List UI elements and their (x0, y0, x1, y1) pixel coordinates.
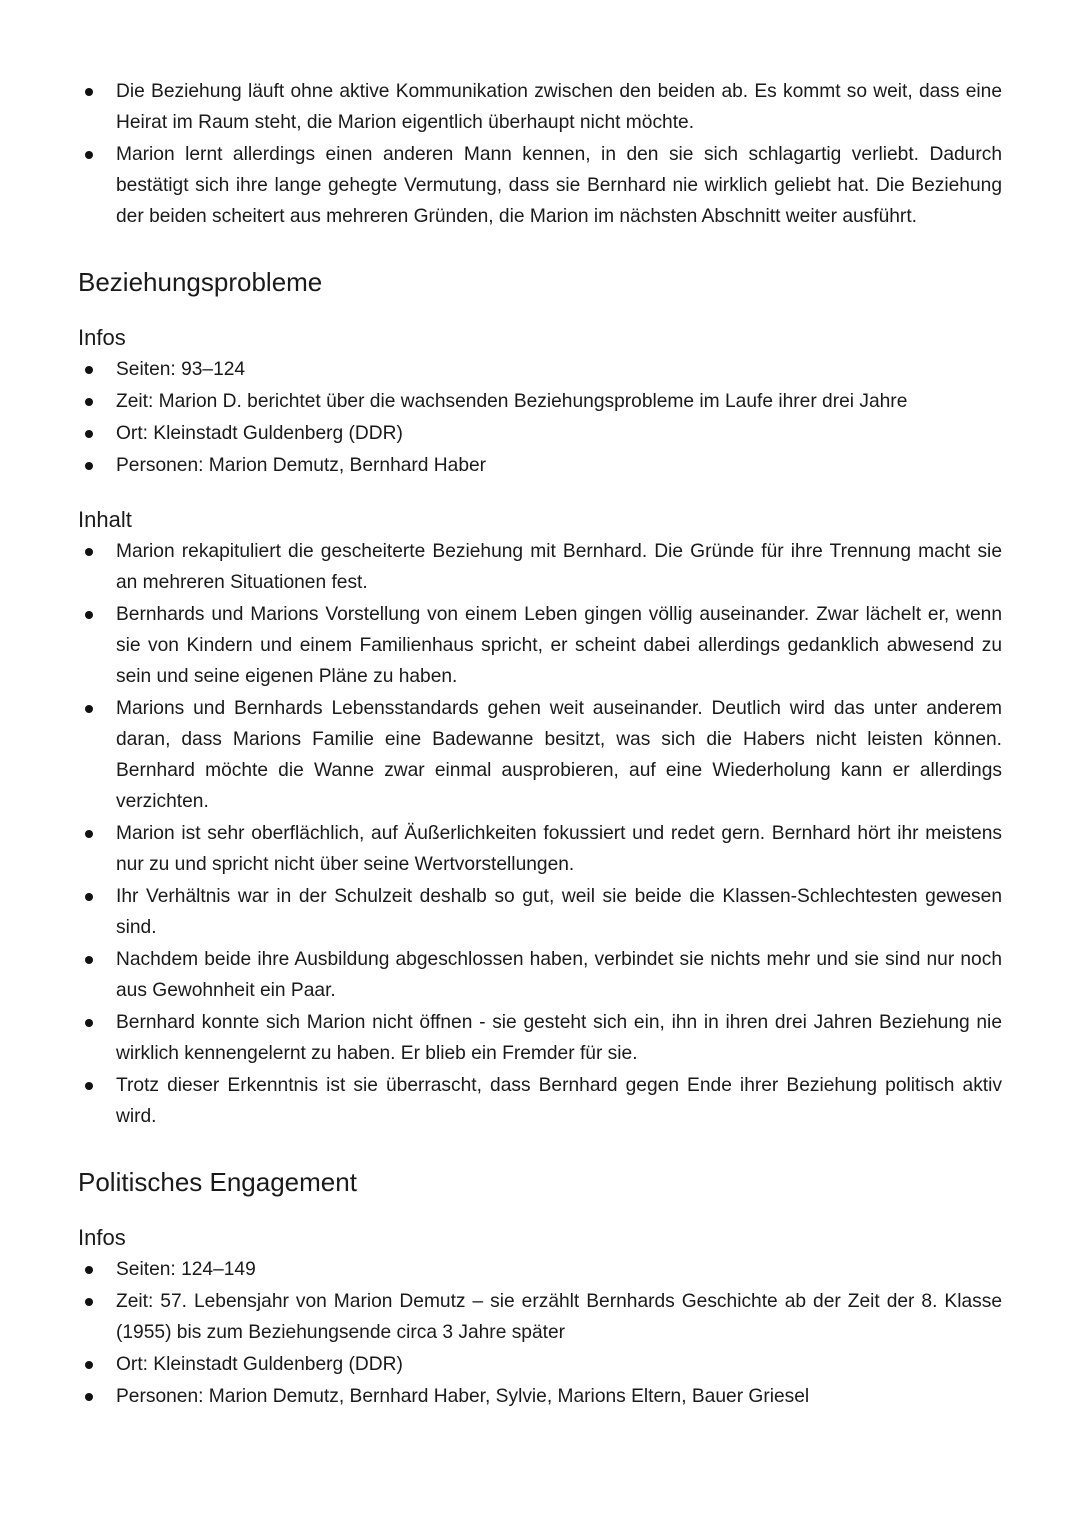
list-item: Personen: Marion Demutz, Bernhard Haber, Sylvie, Marions Eltern, Bauer Griesel (78, 1381, 1002, 1412)
inhalt-list (78, 536, 1002, 1132)
intro-bullet-list (78, 76, 1002, 232)
list-item: Seiten: 93–124 (78, 354, 1002, 385)
list-item: Zeit: 57. Lebensjahr von Marion Demutz – sie erzählt Bernhards Geschichte ab der Zeit der 8. Klasse (1955) bis zum Beziehungsende circa 3 Jahre später (78, 1286, 1002, 1348)
list-item: Die Beziehung läuft ohne aktive Kommunikation zwischen den beiden ab. Es kommt so weit, dass eine Heirat im Raum steht, die Marion eigentlich überhaupt nicht möchte. (78, 76, 1002, 138)
list-item: Marion rekapituliert die gescheiterte Beziehung mit Bernhard. Die Gründe für ihre Trennung macht sie an mehreren Situationen fest. (78, 536, 1002, 598)
list-item: Personen: Marion Demutz, Bernhard Haber (78, 450, 1002, 481)
list-item: Ihr Verhältnis war in der Schulzeit deshalb so gut, weil sie beide die Klassen-Schlechtesten gewesen sind. (78, 881, 1002, 943)
list-item: Zeit: Marion D. berichtet über die wachsenden Beziehungsprobleme im Laufe ihrer drei Jahre (78, 386, 1002, 417)
section-title-beziehungsprobleme: Beziehungsprobleme (78, 267, 323, 297)
list-item: Ort: Kleinstadt Guldenberg (DDR) (78, 1349, 1002, 1380)
infos-list (78, 1254, 1002, 1412)
list-item: Marions und Bernhards Lebensstandards gehen weit auseinander. Deutlich wird das unter anderem daran, dass Marions Familie eine Badewanne besitzt, was sich die Habers nicht leisten können. Bernhard möchte die Wanne zwar einmal ausprobieren, auf eine Wiederholung kann er allerdings verzichten. (78, 693, 1002, 817)
list-item: Bernhards und Marions Vorstellung von einem Leben gingen völlig auseinander. Zwar lächelt er, wenn sie von Kindern und einem Familienhaus spricht, er scheint dabei allerdings gedanklich abwesend zu sein und seine eigenen Pläne zu haben. (78, 599, 1002, 692)
section-title-politisches-engagement: Politisches Engagement (78, 1167, 357, 1197)
list-item: Nachdem beide ihre Ausbildung abgeschlossen haben, verbindet sie nichts mehr und sie sind nur noch aus Gewohnheit ein Paar. (78, 944, 1002, 1006)
subheading-inhalt: Inhalt (78, 507, 132, 532)
list-item: Trotz dieser Erkenntnis ist sie überrascht, dass Bernhard gegen Ende ihrer Beziehung politisch aktiv wird. (78, 1070, 1002, 1132)
list-item: Seiten: 124–149 (78, 1254, 1002, 1285)
list-item: Ort: Kleinstadt Guldenberg (DDR) (78, 418, 1002, 449)
subheading-infos: Infos (78, 325, 126, 350)
list-item: Marion lernt allerdings einen anderen Mann kennen, in den sie sich schlagartig verliebt. Dadurch bestätigt sich ihre lange gehegte Vermutung, dass sie Bernhard nie wirklich geliebt hat. Die Beziehung der beiden scheitert aus mehreren Gründen, die Marion im nächsten Abschnitt weiter ausführt. (78, 139, 1002, 232)
subheading-infos: Infos (78, 1225, 126, 1250)
infos-list (78, 354, 1002, 481)
list-item: Bernhard konnte sich Marion nicht öffnen - sie gesteht sich ein, ihn in ihren drei Jahren Beziehung nie wirklich kennengelernt zu haben. Er blieb ein Fremder für sie. (78, 1007, 1002, 1069)
list-item: Marion ist sehr oberflächlich, auf Äußerlichkeiten fokussiert und redet gern. Bernhard hört ihr meistens nur zu und spricht nicht über seine Wertvorstellungen. (78, 818, 1002, 880)
